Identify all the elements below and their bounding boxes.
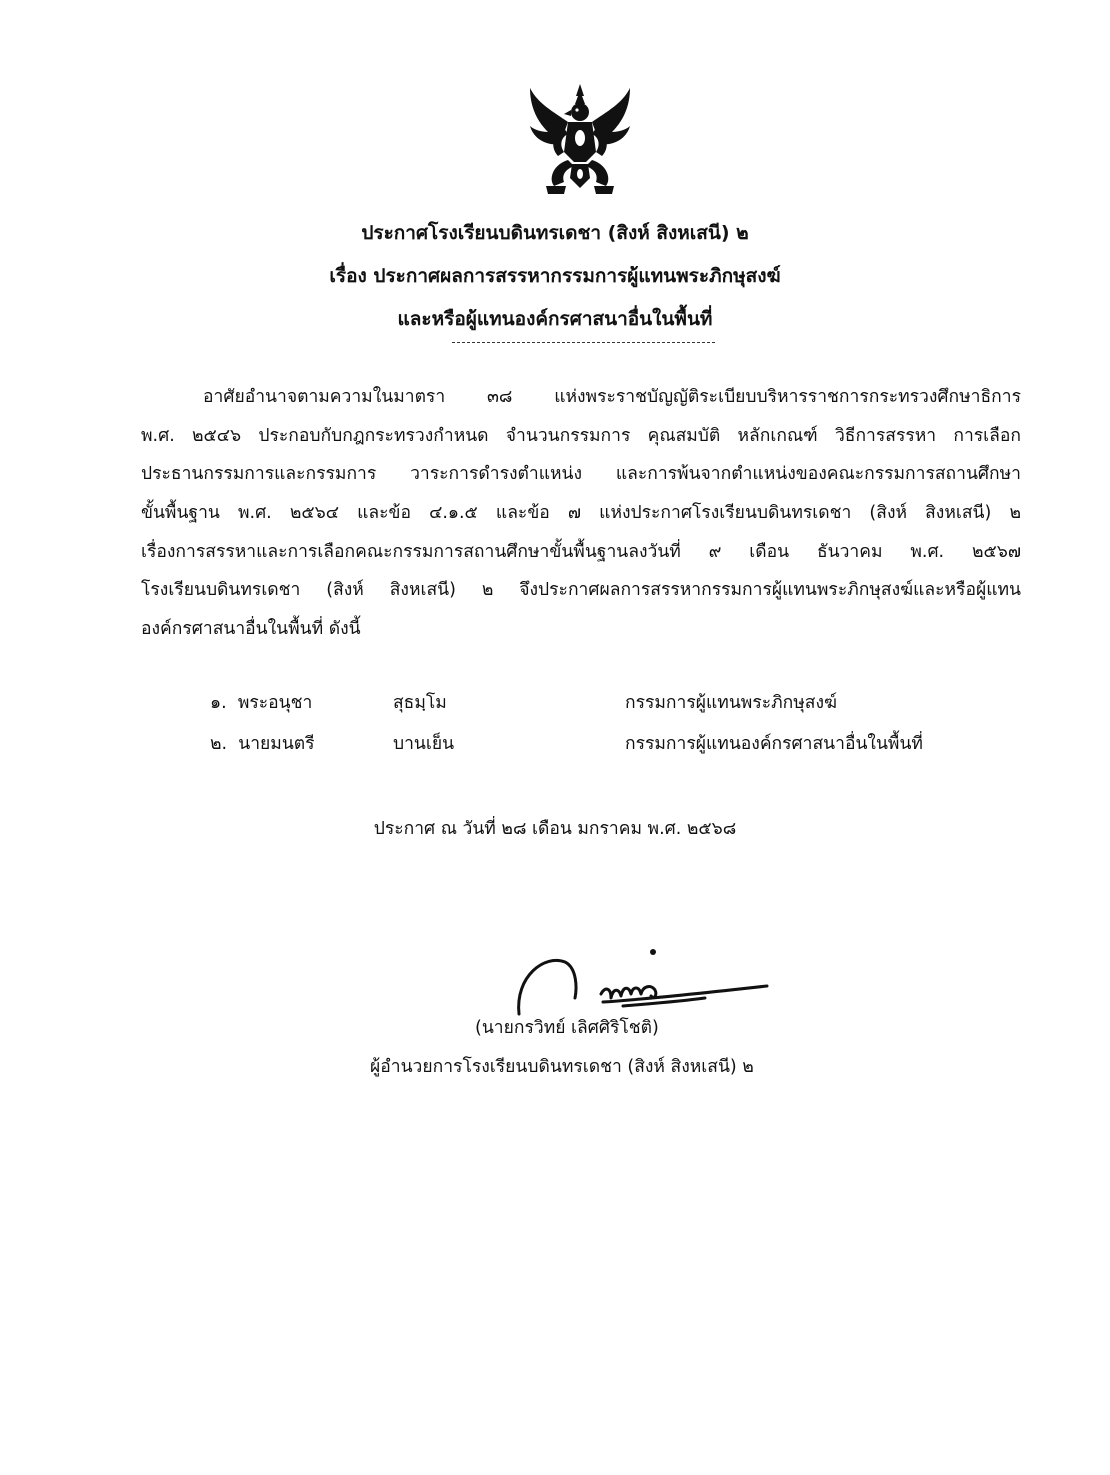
body-line: องค์กรศาสนาอื่นในพื้นที่ ดังนี้ (141, 619, 361, 640)
member-role: กรรมการผู้แทนองค์กรศาสนาอื่นในพื้นที่ (625, 734, 923, 754)
member-last-name: สุธมฺโม (393, 693, 447, 713)
body-line: อาศัยอำนาจตามความในมาตรา ๓๘ แห่งพระราชบัญญัติระเบียบบริหารราชการกระทรวงศึกษาธิการ (203, 387, 1021, 407)
member-role: กรรมการผู้แทนพระภิกษุสงฆ์ (625, 693, 837, 713)
body-line: ประธานกรรมการและกรรมการ วาระการดำรงตำแหน่ง และการพ้นจากตำแหน่งของคณะกรรมการสถานศึกษา (141, 464, 1021, 485)
member-row (0, 724, 1110, 764)
body-line: โรงเรียนบดินทรเดชา (สิงห์ สิงหเสนี) ๒ จึงประกาศผลการสรรหากรรมการผู้แทนพระภิกษุสงฆ์และหรือผู้แทน (141, 580, 1021, 601)
announcement-title: ประกาศโรงเรียนบดินทรเดชา (สิงห์ สิงหเสนี) ๒ (361, 222, 749, 244)
title-divider (452, 342, 715, 343)
announcement-date: ประกาศ ณ วันที่ ๒๘ เดือน มกราคม พ.ศ. ๒๕๖๘ (373, 819, 737, 839)
member-number: ๒. นายมนตรี (210, 734, 315, 754)
signer-name: (นายกรวิทย์ เลิศศิริโชติ) (475, 1018, 659, 1038)
body-line: พ.ศ. ๒๕๔๖ ประกอบกับกฎกระทรวงกำหนด จำนวนกรรมการ คุณสมบัติ หลักเกณฑ์ วิธีการสรรหา การเลือก (141, 425, 1021, 446)
member-last-name: บานเย็น (393, 734, 455, 754)
member-number: ๑. พระอนุชา (210, 693, 313, 713)
body-paragraph (141, 378, 1021, 649)
announcement-subject: เรื่อง ประกาศผลการสรรหากรรมการผู้แทนพระภิกษุสงฆ์ (329, 265, 781, 287)
body-line: เรื่องการสรรหาและการเลือกคณะกรรมการสถานศึกษาขั้นพื้นฐานลงวันที่ ๙ เดือน ธันวาคม พ.ศ. ๒๕๖๗ (141, 541, 1021, 562)
body-line: ขั้นพื้นฐาน พ.ศ. ๒๕๖๔ และข้อ ๔.๑.๕ และข้อ ๗ แห่งประกาศโรงเรียนบดินทรเดชา (สิงห์ สิงหเสนี) ๒ (141, 503, 1021, 524)
garuda-emblem-icon (524, 82, 636, 198)
member-row (0, 683, 1110, 723)
signer-position: ผู้อำนวยการโรงเรียนบดินทรเดชา (สิงห์ สิงหเสนี) ๒ (370, 1057, 754, 1077)
title-block (0, 212, 1110, 341)
announcement-subject-continued: และหรือผู้แทนองค์กรศาสนาอื่นในพื้นที่ (397, 308, 713, 330)
